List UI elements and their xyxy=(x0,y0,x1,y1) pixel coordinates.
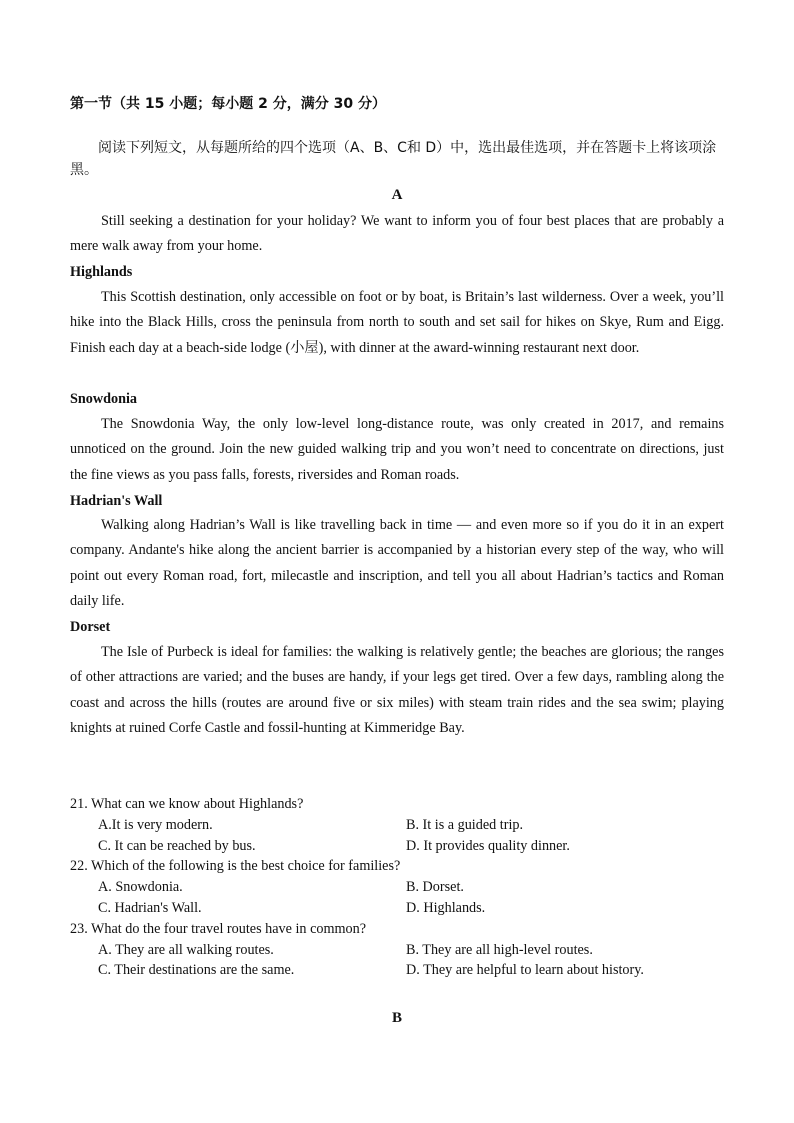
question-23-option-a: A. They are all walking routes. xyxy=(98,942,274,958)
place-heading-dorset: Dorset xyxy=(70,619,111,635)
place-text-highlands xyxy=(70,285,724,361)
question-22-option-a: A. Snowdonia. xyxy=(98,879,183,895)
intro-text: Still seeking a destination for your holiday? We want to inform you of four best places that are probably a mere walk away from your home. xyxy=(70,213,724,255)
question-21-option-d: D. It provides quality dinner. xyxy=(406,838,570,854)
passage-b-label: B xyxy=(391,1010,402,1026)
place-text-dorset xyxy=(70,640,724,741)
question-21-option-a: A.It is very modern. xyxy=(98,817,213,833)
question-22-option-d: D. Highlands. xyxy=(406,900,486,916)
question-23-option-b: B. They are all high-level routes. xyxy=(406,942,593,958)
question-23-option-d: D. They are helpful to learn about history. xyxy=(406,962,644,978)
question-22-stem: 22. Which of the following is the best choice for families? xyxy=(70,858,401,874)
question-22-option-c: C. Hadrian's Wall. xyxy=(98,900,202,916)
passage-a-intro xyxy=(70,209,724,260)
highlands-text: This Scottish destination, only accessible on foot or by boat, is Britain’s last wilderness. Over a week, you’ll hike into the Black Hills, cross the peninsula from north to south and set sail for hikes on Skye, Rum and Eigg. Finish each day at a beach-side lodge (小屋), with dinner at the award-winning restaurant next door. xyxy=(70,289,724,356)
place-heading-hadrians-wall: Hadrian's Wall xyxy=(70,493,163,509)
question-21-option-b: B. It is a guided trip. xyxy=(406,817,524,833)
question-21-stem: 21. What can we know about Highlands? xyxy=(70,796,304,812)
place-text-snowdonia xyxy=(70,412,724,488)
place-text-hadrians-wall xyxy=(70,513,724,614)
place-heading-snowdonia: Snowdonia xyxy=(70,391,138,407)
question-21-option-c: C. It can be reached by bus. xyxy=(98,838,256,854)
snowdonia-text: The Snowdonia Way, the only low-level long-distance route, was only created in 2017, and remains unnoticed on the ground. Join the new guided walking trip and you won’t need to concentrate on directions, just the fine views as you pass falls, forests, riversides and Roman roads. xyxy=(70,416,724,483)
question-23-stem: 23. What do the four travel routes have in common? xyxy=(70,921,367,937)
question-23-option-c: C. Their destinations are the same. xyxy=(98,962,295,978)
place-heading-highlands: Highlands xyxy=(70,264,133,280)
instructions-text: 阅读下列短文，从每题所给的四个选项（A、B、C和 D）中，选出最佳选项，并在答题卡上将该项涂黑。 xyxy=(70,140,717,178)
section-heading: 第一节（共 15 小题；每小题 2 分，满分 30 分） xyxy=(70,96,386,112)
hadrians-wall-text: Walking along Hadrian’s Wall is like travelling back in time — and even more so if you do it in an expert company. Andante's hike along the ancient barrier is accompanied by a historian every step of the way, who will point out every Roman road, fort, milecastle and inscription, and tell you all about Hadrian’s tactics and Roman daily life. xyxy=(70,517,724,609)
dorset-text: The Isle of Purbeck is ideal for families: the walking is relatively gentle; the beaches are glorious; the ranges of other attractions are varied; and the buses are handy, if your legs get tired. Over a few days, rambling along the coast and across the hills (routes are around five or six miles) with steam train rides and the sea swim; playing knights at ruined Corfe Castle and fossil-hunting at Kimmeridge Bay. xyxy=(70,644,724,736)
question-22-option-b: B. Dorset. xyxy=(406,879,464,895)
passage-a-label: A xyxy=(391,187,403,203)
section-instructions xyxy=(70,137,724,181)
